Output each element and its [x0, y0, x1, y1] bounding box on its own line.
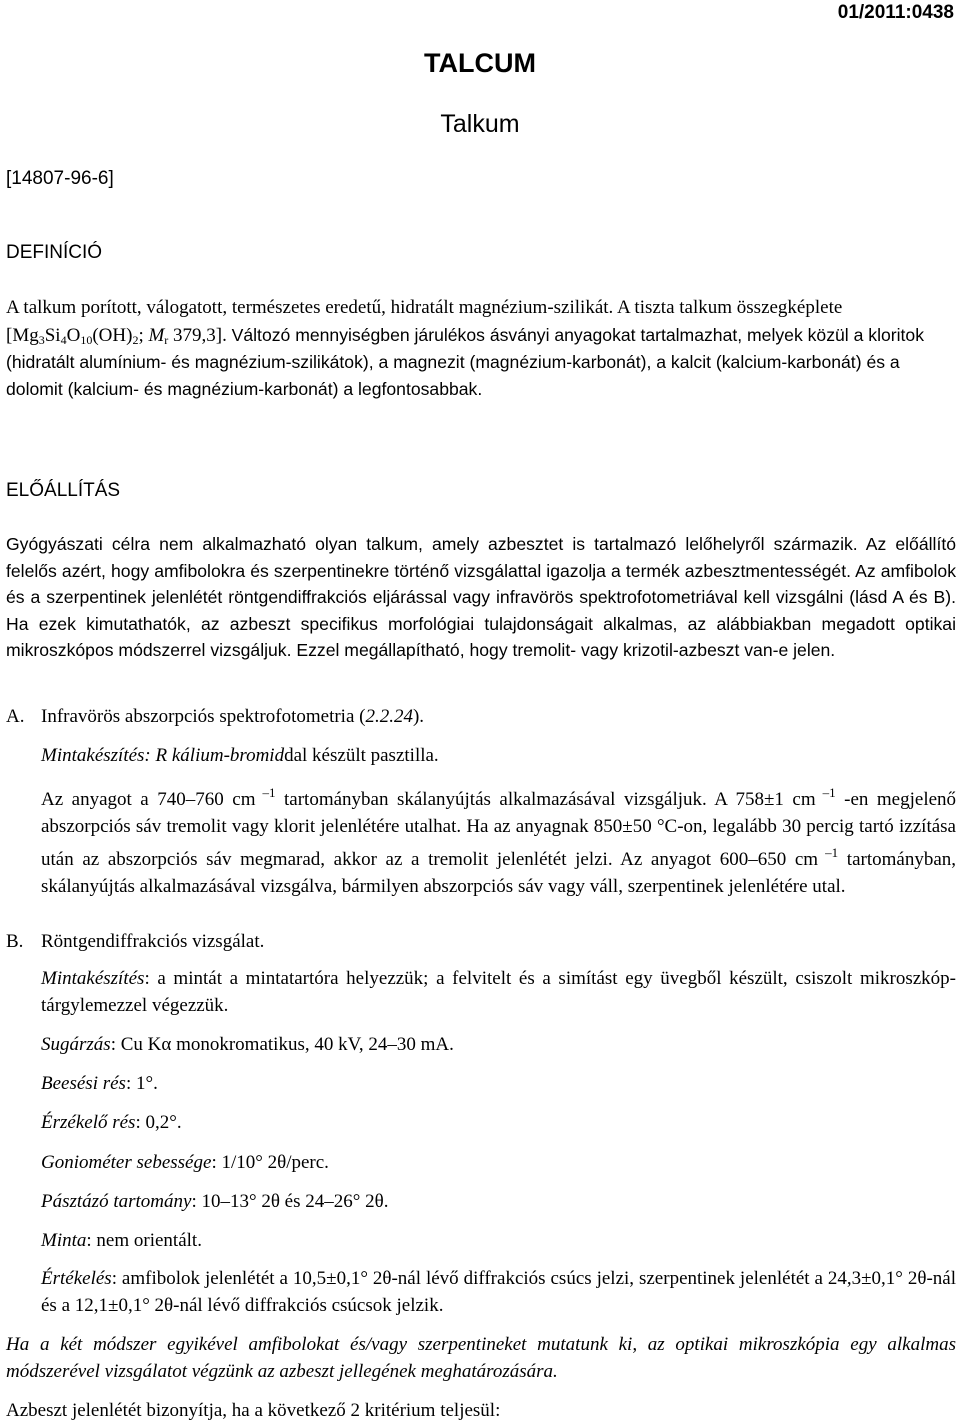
radiation-line: Sugárzás: Cu Kα monokromatikus, 40 kV, 24–30 mA.: [41, 1034, 454, 1055]
definition-paragraph: A talkum porított, válogatott, természetes eredetű, hidratált magnézium-szilikát. A tiszta talkum összegképlete [$Mg_3Si_4O_{10}(OH)_2$; $M_r$ 379,3]. Változó mennyiségben járulékos ásványi anyagokat tartalmazhat, melyek közül a kloritok (hidratált alumínium- és magnézium-szilikátok), a magnezit (magnézium-karbonát), a kalcit (kalcium-karbonát) és a dolomit (kalcium- és magnézium-karbonát) a legfontosabbak.: [6, 297, 925, 399]
cas-number: [14807-96-6]: [6, 168, 114, 189]
evaluation-line: Értékelés: amfibolok jelenlétét a 10,5±0,1° 2θ-nál lévő diffrakciós csúcs jelzi, szerpentinek jelenlétét a 24,3±0,1° 2θ-nál és a 12,1±0,1° 2θ-nál lévő diffrakciós csúcsok jelzik.: [41, 1268, 956, 1316]
section-a-title: A. Infravörös abszorpciós spektrofotometria (2.2.24).: [6, 706, 425, 727]
production-paragraph: Gyógyászati célra nem alkalmazható olyan talkum, amely azbesztet is tartalmazó lelőhelyről származik. Az előállító felelős azért, hogy amfibolokra és szerpentinekre történő vizsgálattal igazolja a termék azbesztmentességét. Az amfibolok és a szerpentinek jelenlétét röntgendiffrakciós eljárással vagy infravörös spektrofotometriával kell vizsgálni (lásd A és B). Ha ezek kimutathatók, az azbeszt specifikus morfológiai tulajdonságait alkalmas, az alábbiakban megadott optikai mikroszkópos módszerrel vizsgáljuk. Ezzel megállapítható, hogy tremolit- vagy krizotil-azbeszt van-e jelen.: [6, 534, 957, 660]
optical-microscopy-note: Ha a két módszer egyikével amfibolokat és/vagy szerpentineket mutatunk ki, az optikai mikroszkópia egy alkalmas módszerével vizsgálatot végzünk az azbeszt jellegének meghatározására.: [6, 1334, 956, 1382]
scan-range-line: Pásztázó tartomány: 10–13° 2θ és 24–26° 2θ.: [41, 1191, 389, 1212]
detector-slit-line: Érzékelő rés: 0,2°.: [41, 1112, 182, 1133]
goniometer-speed-line: Goniométer sebessége: 1/10° 2θ/perc.: [41, 1152, 329, 1173]
section-b-preparation: Mintakészítés: a mintát a mintatartóra helyezzük; a felvitelt és a simítást egy üvegből készült, csiszolt mikroszkóp-tárgylemezzel végezzük.: [41, 968, 956, 1016]
page-subtitle: Talkum: [440, 110, 520, 138]
section-b-title: B. Röntgendiffrakciós vizsgálat.: [6, 931, 265, 952]
sample-line: Minta: nem orientált.: [41, 1230, 202, 1251]
definition-heading: DEFINÍCIÓ: [6, 242, 103, 263]
section-a-body: Az anyagot a 740–760 cm $^{-1}$ tartományban skálanyújtás alkalmazásával vizsgáljuk. A 758±1 cm $^{-1}$ -en megjelenő abszorpciós sáv tremolit vagy klorit jelenlétére utalhat. Ha az anyagnak 850±50 °C-on, legalább 30 percig tartó izzítása után az abszorpciós sáv megmarad, akkor az a tremolit jelenlétét jelzi. Az anyagot 600–650 cm $^{-1}$ tartományban, skálanyújtás alkalmazásával vizsgálva, bármilyen abszorpciós sáv vagy váll, szerpentinek jelenlétére utal.: [41, 785, 957, 897]
monograph-code: 01/2011:0438: [837, 2, 954, 23]
incident-slit-line: Beesési rés: 1°.: [41, 1073, 158, 1094]
criteria-line: Azbeszt jelenlétét bizonyítja, ha a következő 2 kritérium teljesül:: [6, 1400, 501, 1421]
page-title: TALCUM: [424, 48, 536, 78]
section-a-preparation: Mintakészítés: R kálium-bromiddal készült pasztilla.: [41, 745, 439, 766]
production-heading: ELŐÁLLÍTÁS: [6, 480, 121, 501]
